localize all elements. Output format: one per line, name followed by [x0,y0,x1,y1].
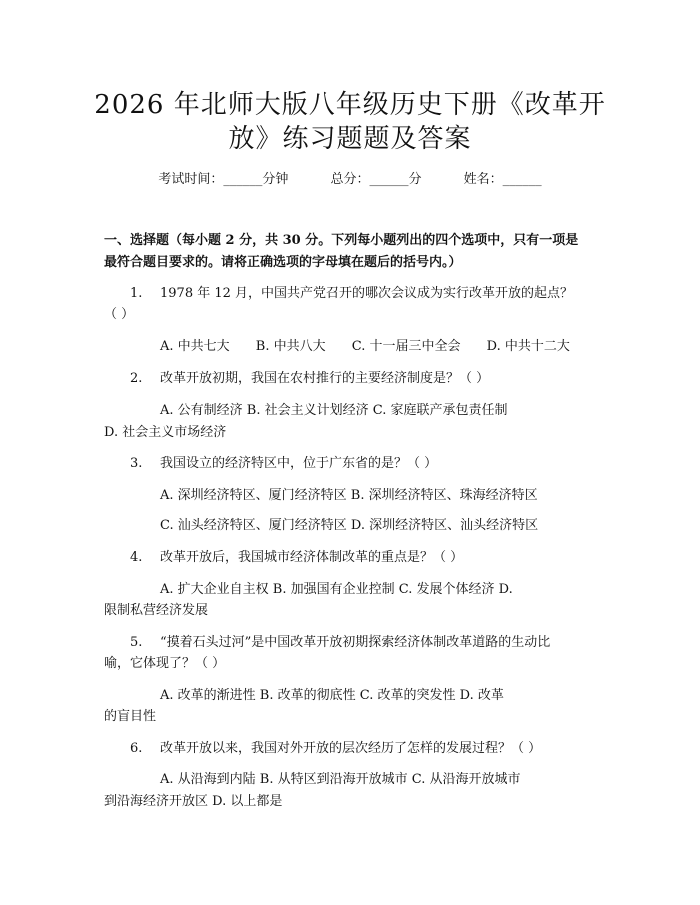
question-4-options-line1: A. 扩大企业自主权 B. 加强国有企业控制 C. 发展个体经济 D. [160,582,513,597]
exam-time-field: 考试时间：______分钟 [158,172,289,187]
question-6-options-line1: A. 从沿海到内陆 B. 从特区到沿海开放城市 C. 从沿海开放城市 [160,772,521,787]
question-6-stem: 6. 改革开放以来，我国对外开放的层次经历了怎样的发展过程？（ ） [130,741,542,756]
question-number: 5. [130,635,143,650]
option-c: C. 十一届三中全会 [351,339,461,354]
document-title-line2: 放》练习题题及答案 [228,124,472,154]
question-3-stem: 3. 我国设立的经济特区中，位于广东省的是？（ ） [130,456,438,471]
section-heading-line1: 一、选择题（每小题 2 分，共 30 分。下列每小题列出的四个选项中，只有一项是 [104,233,579,248]
question-5-stem-cont: 喻，它体现了？（ ） [104,656,226,671]
question-5-stem: 5. “摸着石头过河”是中国改革开放初期探索经济体制改革道路的生动比 [130,635,551,650]
question-6-options-line2: 到沿海经济开放区 D. 以上都是 [104,794,283,809]
option-b: B. 中共八大 [255,339,326,354]
question-1-stem: 1. 1978 年 12 月，中国共产党召开的哪次会议成为实行改革开放的起点？ [130,286,574,301]
question-2-stem: 2. 改革开放初期，我国在农村推行的主要经济制度是？（ ） [130,371,490,386]
question-1-stem-cont: （ ） [104,307,135,322]
total-score-field: 总分：______分 [330,172,422,187]
question-1-options [160,335,570,354]
exam-info-row [0,168,700,187]
option-d: D. 中共十二大 [486,339,570,354]
question-4-options-line2: 限制私营经济发展 [104,603,209,618]
question-3-options-line1: A. 深圳经济特区、厦门经济特区 B. 深圳经济特区、珠海经济特区 [160,488,538,503]
document-title-line1: 2026 年北师大版八年级历史下册《改革开 [94,90,606,120]
name-field: 姓名：______ [463,172,542,187]
question-number: 6. [130,741,143,756]
question-5-options-line1: A. 改革的渐进性 B. 改革的彻底性 C. 改革的突发性 D. 改革 [160,688,504,703]
option-a: A. 中共七大 [160,339,230,354]
question-4-stem: 4. 改革开放后，我国城市经济体制改革的重点是？（ ） [130,550,464,565]
section-heading [104,230,604,274]
question-5-options-line2: 的盲目性 [104,709,157,724]
question-number: 2. [130,371,143,386]
question-2-options-line2: D. 社会主义市场经济 [104,425,227,440]
question-3-options-line2: C. 汕头经济特区、厦门经济特区 D. 深圳经济特区、汕头经济特区 [160,518,539,533]
question-2-options-line1: A. 公有制经济 B. 社会主义计划经济 C. 家庭联产承包责任制 [160,403,508,418]
section-heading-line2: 最符合题目要求的。请将正确选项的字母填在题后的括号内。） [104,255,462,270]
question-number: 4. [130,550,143,565]
question-number: 1. [130,286,143,301]
question-number: 3. [130,456,143,471]
